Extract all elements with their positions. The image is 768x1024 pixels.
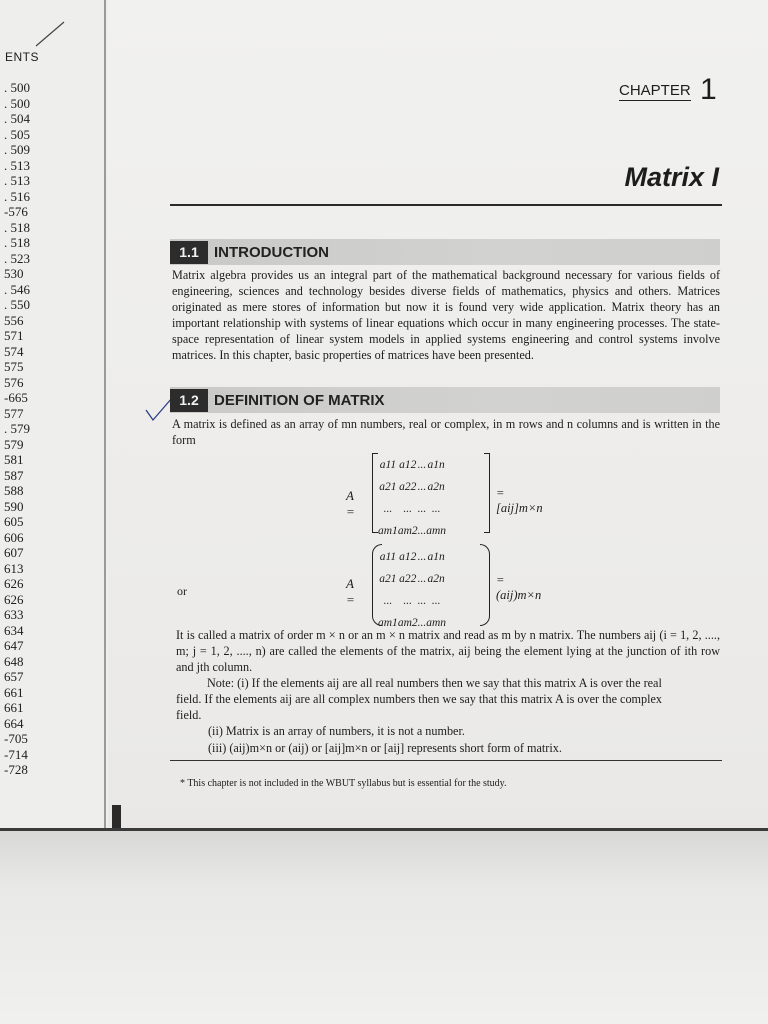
matrix-lhs: A = [346, 576, 355, 607]
toc-page-number: 634 [4, 622, 24, 638]
matrix-row [378, 498, 446, 520]
toc-page-number: -728 [4, 762, 28, 777]
toc-page-number: 657 [4, 669, 24, 684]
section-number: 1.1 [170, 241, 208, 264]
toc-page-number: 626 [4, 576, 24, 591]
right-square-bracket [484, 453, 490, 533]
section-heading-introduction [170, 239, 720, 265]
toc-page-number: . 500 [4, 95, 30, 111]
matrix-entry: ... [417, 595, 427, 607]
toc-page-number: . 546 [4, 281, 30, 297]
chapter-title: Matrix I [624, 162, 719, 192]
toc-page-number: . 518 [4, 219, 30, 235]
matrix-entry: ... [417, 459, 427, 471]
toc-page-number: -665 [4, 390, 28, 405]
toc-page-number: -576 [4, 204, 28, 219]
toc-page-number: 648 [4, 653, 24, 669]
toc-page-number: 581 [4, 452, 24, 467]
section-title: DEFINITION OF MATRIX [214, 392, 385, 409]
book-spine [104, 0, 106, 840]
right-round-bracket [480, 544, 490, 626]
footnote: * This chapter is not included in the WBUT syllabus but is essential for the study. [180, 778, 507, 789]
toc-page-number: 575 [4, 359, 24, 374]
toc-page-number: -714 [4, 746, 28, 762]
toc-page-number: 590 [4, 498, 24, 514]
toc-page-number: 574 [4, 343, 24, 359]
footnote-rule [170, 760, 722, 761]
toc-page-number: 613 [4, 560, 24, 576]
matrix-entry: a1n [427, 459, 445, 471]
matrix-entry: a12 [399, 459, 417, 471]
toc-page-number: 606 [4, 529, 24, 545]
matrix-entry: a2n [427, 573, 445, 585]
section-title: INTRODUCTION [214, 244, 329, 261]
matrix-row [378, 454, 446, 476]
matrix-entry: a11 [379, 459, 397, 471]
matrix-entry: am2 [397, 525, 418, 537]
matrix-entry: a22 [399, 573, 417, 585]
toc-page-number: 576 [4, 374, 24, 390]
matrix-entry: ... [417, 617, 427, 629]
toc-page-number: -705 [4, 731, 28, 746]
matrix-entry: ... [403, 503, 413, 515]
or-label: or [177, 584, 187, 598]
toc-page-number: . 523 [4, 250, 30, 266]
matrix-entry: ... [383, 595, 393, 607]
toc-page-number: 664 [4, 715, 24, 731]
matrix-entry: am2 [397, 617, 418, 629]
toc-page-number: 661 [4, 684, 24, 700]
toc-page-number: . 509 [4, 142, 30, 157]
matrix-entry: ... [403, 595, 413, 607]
matrix-entry: ... [417, 503, 427, 515]
matrix-entry: a21 [379, 573, 397, 585]
matrix-entry: a22 [399, 481, 417, 493]
table-surface [0, 831, 768, 1024]
toc-page-number: 605 [4, 514, 24, 529]
definition-paragraph: A matrix is defined as an array of mn numbers, real or complex, in m rows and n columns and is written in the form [172, 417, 720, 447]
matrix-entry: ... [417, 481, 427, 493]
matrix-rhs-square: = [aij]m×n [496, 486, 543, 515]
toc-page-number: . 516 [4, 188, 30, 204]
matrix-entry: a12 [399, 551, 417, 563]
toc-page-number: 530 [4, 266, 24, 281]
toc-page-number: 577 [4, 405, 24, 421]
section-number: 1.2 [170, 389, 208, 412]
matrix-row [378, 546, 446, 568]
order-paragraph: It is called a matrix of order m × n or an m × n matrix and read as m by n matrix. The numbers aij (i = 1, 2, ...., m; j = 1, 2, ...., n) are called the elements of the matrix, aij being the element lying at the junction of ith row and jth column. [176, 628, 720, 674]
matrix-lhs: A = [346, 488, 355, 519]
matrix-entry: ... [417, 551, 427, 563]
note-1-line-3: field. [176, 708, 202, 722]
matrix-row [378, 520, 446, 542]
matrix-entry: ... [431, 503, 441, 515]
matrix-row [378, 476, 446, 498]
toc-page-number: 588 [4, 483, 24, 498]
introduction-paragraph: Matrix algebra provides us an integral part of the mathematical background necessary for various fields of engineering, sciences and technology besides diverse fields of mathematics, physics and others. Matrices originated as mere stores of information but now it is found very wide application. Matrix theory has an important relationship with systems of linear equations which occur in many engineering processes. The state-space representation of linear system models in applied systems engineering and control systems involve matrices. In this chapter, basic properties of matrices have been presented. [172, 268, 720, 362]
note-1-line-2: field. If the elements aij are all complex numbers then we say that this matrix A is over the complex [176, 692, 663, 706]
matrix-rhs-round: = (aij)m×n [496, 573, 542, 602]
toc-page-number: . 500 [4, 80, 30, 95]
toc-page-number: 626 [4, 591, 24, 607]
matrix-grid-round [378, 546, 446, 634]
toc-page-number: 647 [4, 638, 24, 653]
chapter-number: 1 [700, 73, 717, 106]
toc-page-number: . 579 [4, 421, 30, 436]
pencil-mark-icon [30, 20, 70, 50]
matrix-entry: ... [417, 573, 427, 585]
matrix-entry: am1 [378, 525, 398, 537]
matrix-entry: amn [426, 525, 447, 537]
matrix-entry: a1n [427, 551, 445, 563]
toc-page-number: . 513 [4, 173, 30, 188]
toc-page-number: 556 [4, 312, 24, 328]
toc-page-numbers [4, 80, 30, 778]
toc-page-number: 607 [4, 545, 24, 560]
toc-page-number: 587 [4, 467, 24, 483]
toc-page-number: 579 [4, 436, 24, 452]
toc-page-number: 571 [4, 328, 24, 343]
matrix-row [378, 568, 446, 590]
note-1-line-1: Note: (i) If the elements aij are all real numbers then we say that this matrix A is over the real [207, 676, 662, 690]
toc-page-number: . 550 [4, 297, 30, 312]
toc-page-number: . 504 [4, 111, 30, 126]
matrix-entry: a2n [427, 481, 445, 493]
spine-mark [112, 805, 121, 829]
matrix-entry: a21 [379, 481, 397, 493]
matrix-row [378, 590, 446, 612]
chapter-label: CHAPTER [619, 82, 691, 99]
toc-title: ENTS [5, 50, 40, 64]
note-3: (iii) (aij)m×n or (aij) or [aij]m×n or [aij] represents short form of matrix. [208, 741, 562, 755]
toc-page-number: . 505 [4, 126, 30, 142]
matrix-entry: ... [383, 503, 393, 515]
note-2: (ii) Matrix is an array of numbers, it is not a number. [208, 724, 465, 738]
matrix-entry: ... [431, 595, 441, 607]
matrix-entry: ... [417, 525, 427, 537]
toc-page-number: 633 [4, 607, 24, 622]
matrix-entry: amn [426, 617, 447, 629]
section-heading-definition [170, 387, 720, 413]
matrix-entry: am1 [378, 617, 398, 629]
toc-page-number: . 518 [4, 235, 30, 250]
toc-page-number: 661 [4, 700, 24, 715]
matrix-entry: a11 [379, 551, 397, 563]
matrix-grid-square [378, 454, 446, 542]
toc-page-number: . 513 [4, 157, 30, 173]
title-rule [170, 204, 722, 206]
